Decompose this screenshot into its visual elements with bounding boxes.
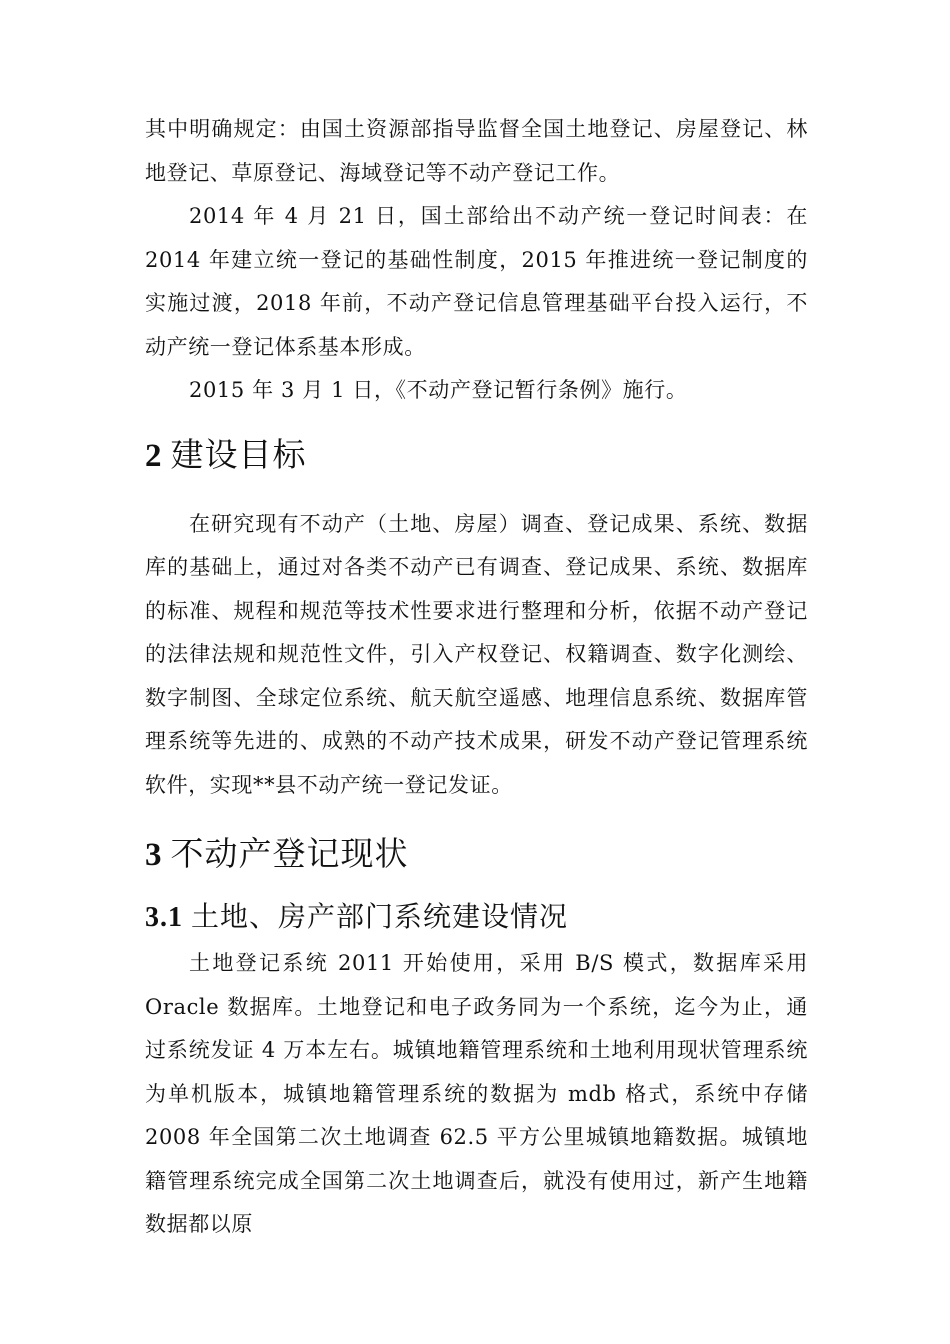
section-2-heading [145, 435, 808, 476]
section-3-1-paragraph: 土地登记系统 2011 开始使用，采用 B/S 模式，数据库采用 Oracle 数据库。土地登记和电子政务同为一个系统，迄今为止，通过系统发证 4 万本左右。城镇地籍管理系统和土地利用现状管理系统为单机版本，城镇地籍管理系统的数据为 mdb 格式，系统中存储 2008 年全国第二次土地调查 62.5 平方公里城镇地籍数据。城镇地籍管理系统完成全国第二次土地调查后，就没有使用过，新产生地籍数据都以原 [145, 951, 808, 1236]
section-2-number: 2 [145, 437, 163, 474]
section-3-number: 3 [145, 837, 163, 873]
section-3-title: 不动产登记现状 [170, 834, 409, 873]
intro-paragraph-3: 2015 年 3 月 1 日，《不动产登记暂行条例》施行。 [189, 378, 688, 402]
intro-paragraph-2: 2014 年 4 月 21 日，国土部给出不动产统一登记时间表：在 2014 年建立统一登记的基础性制度，2015 年推进统一登记制度的实施过渡，2018 年前，不动产登记信息管理基础平台投入运行，不动产统一登记体系基本形成。 [145, 204, 808, 359]
section-2-title: 建设目标 [170, 434, 307, 474]
section-3-1-heading [145, 899, 808, 936]
section-3-1-title: 土地、房产部门系统建设情况 [191, 900, 569, 933]
section-3-heading [145, 834, 808, 875]
section-3-1-number: 3.1 [145, 902, 183, 933]
document-page [145, 108, 808, 1247]
section-2-paragraph: 在研究现有不动产（土地、房屋）调查、登记成果、系统、数据库的基础上，通过对各类不动产已有调查、登记成果、系统、数据库的标准、规程和规范等技术性要求进行整理和分析，依据不动产登记的法律法规和规范性文件，引入产权登记、权籍调查、数字化测绘、数字制图、全球定位系统、航天航空遥感、地理信息系统、数据库管理系统等先进的、成熟的不动产技术成果，研发不动产登记管理系统软件，实现**县不动产统一登记发证。 [145, 511, 808, 797]
intro-paragraph-1: 其中明确规定：由国土资源部指导监督全国土地登记、房屋登记、林地登记、草原登记、海域登记等不动产登记工作。 [145, 117, 808, 185]
